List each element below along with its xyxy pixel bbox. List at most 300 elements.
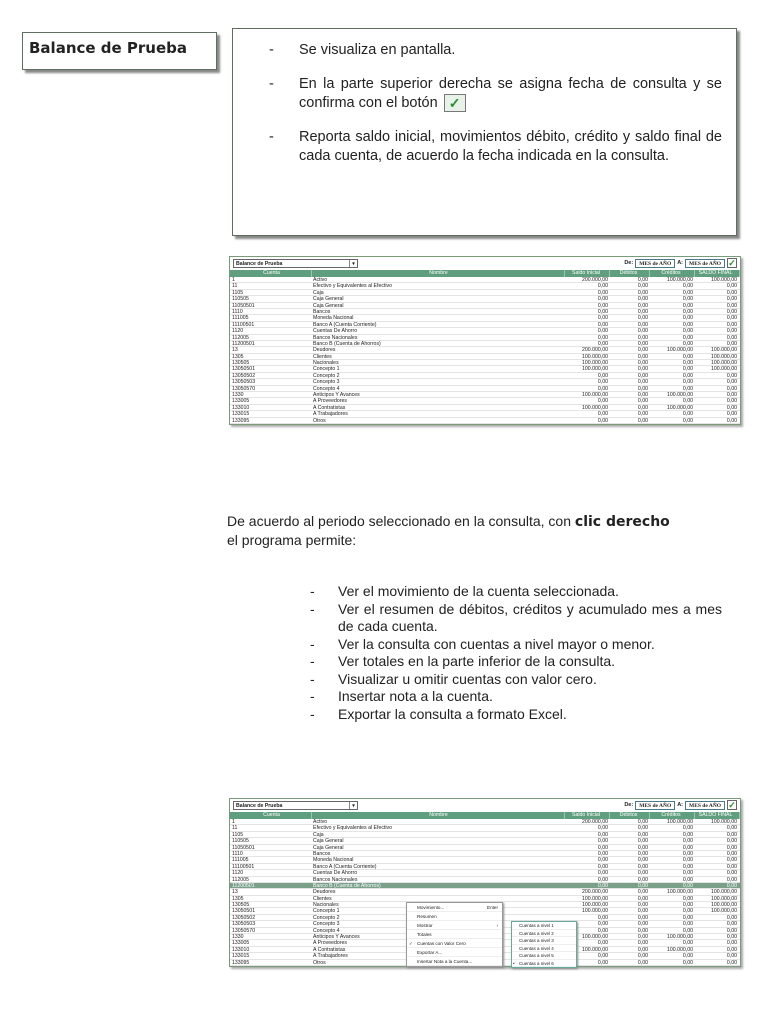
table-cell: 0,00 xyxy=(637,946,648,953)
menu-item-label: Exportar A... xyxy=(417,950,443,955)
table-cell: 0,00 xyxy=(726,296,737,303)
table-cell: 110505 xyxy=(232,296,249,303)
table-cell: 0,00 xyxy=(637,385,648,392)
table-cell: 0,00 xyxy=(597,876,608,883)
table-header xyxy=(230,270,740,277)
table-cell: 0,00 xyxy=(637,347,648,354)
table-cell: Efectivo y Equivalentes al Efectivo xyxy=(313,825,393,832)
checkmark-icon: ✓ xyxy=(444,94,466,112)
confirm-checkmark-icon[interactable]: ✓ xyxy=(728,258,736,268)
table-cell: 130505 xyxy=(232,902,250,909)
table-cell: A Proveedores xyxy=(313,398,348,405)
table-cell: 100.000,00 xyxy=(711,889,737,896)
table-cell: 0,00 xyxy=(597,321,608,328)
table-cell: 0,00 xyxy=(726,940,737,947)
feature-item xyxy=(310,653,722,671)
table-cell: Banco B (Cuenta de Ahorros) xyxy=(313,340,381,347)
table-cell: Efectivo y Equivalentes al Efectivo xyxy=(313,283,393,290)
table-cell: 0,00 xyxy=(682,334,693,341)
table-cell: 0,00 xyxy=(682,927,693,934)
table-cell: 11050501 xyxy=(232,844,255,851)
table-cell: 0,00 xyxy=(682,857,693,864)
table-cell: 100.000,00 xyxy=(667,392,693,399)
table-cell: 0,00 xyxy=(682,379,693,386)
bullet-2: - En la parte superior derecha se asigna fecha de consulta y se confirma con el botón ✓ xyxy=(269,76,722,112)
table-cell: 11200501 xyxy=(232,882,255,889)
table-cell: 13050570 xyxy=(232,927,256,934)
table-cell: 1110 xyxy=(232,308,243,315)
table-cell: Moneda Nacional xyxy=(313,857,354,864)
column-header[interactable]: Cuenta xyxy=(230,270,312,277)
table-cell: 13 xyxy=(232,889,238,896)
table-cell: 0,00 xyxy=(726,340,737,347)
table-cell: 0,00 xyxy=(637,863,648,870)
from-date-field[interactable]: MES de AÑO xyxy=(635,801,675,810)
table-cell: 0,00 xyxy=(726,844,737,851)
table-cell: 0,00 xyxy=(726,328,737,335)
table-cell: 0,00 xyxy=(682,882,693,889)
table-row[interactable] xyxy=(230,418,740,424)
table-cell: 100.000,00 xyxy=(667,819,693,825)
table-cell: Caja General xyxy=(313,302,344,309)
table-cell: 100.000,00 xyxy=(711,908,737,915)
table-cell: 0,00 xyxy=(597,870,608,877)
context-menu-item[interactable] xyxy=(407,903,502,912)
table-cell: 0,00 xyxy=(682,372,693,379)
table-cell: 0,00 xyxy=(597,398,608,405)
to-date-field[interactable]: MES de AÑO xyxy=(685,259,725,268)
table-cell: 0,00 xyxy=(597,825,608,832)
table-cell: 0,00 xyxy=(726,404,737,411)
table-cell: 100.000,00 xyxy=(582,353,608,360)
column-header[interactable]: Nombre xyxy=(312,270,565,277)
column-header[interactable]: SALDO FINAL xyxy=(695,270,740,277)
table-cell: 1330 xyxy=(232,934,244,941)
feature-item xyxy=(310,583,722,601)
table-cell: 0,00 xyxy=(597,927,608,934)
menu-item-label: Totales xyxy=(417,932,432,937)
table-cell: 0,00 xyxy=(726,411,737,418)
table-cell: Clientes xyxy=(313,895,332,902)
context-menu xyxy=(406,902,503,967)
table-cell: 1305 xyxy=(232,353,244,360)
column-header[interactable]: Cuenta xyxy=(230,812,312,819)
to-label: A: xyxy=(677,260,683,266)
table-cell: 1120 xyxy=(232,328,244,335)
submenu-item-label: Cuentas a nivel 4 xyxy=(519,945,554,951)
table-cell: 0,00 xyxy=(637,302,648,309)
table-cell: 133010 xyxy=(232,404,250,411)
table-cell: 0,00 xyxy=(682,289,693,296)
table-cell: 0,00 xyxy=(597,315,608,322)
table-cell: 13050501 xyxy=(232,908,256,915)
table-cell: 100.000,00 xyxy=(667,946,693,953)
table-cell: 0,00 xyxy=(637,959,648,966)
table-cell: 0,00 xyxy=(637,289,648,296)
table-cell: 0,00 xyxy=(682,850,693,857)
table-cell: 0,00 xyxy=(726,921,737,928)
table-cell: 0,00 xyxy=(597,296,608,303)
table-cell: 0,00 xyxy=(726,283,737,290)
section-title: Balance de Prueba xyxy=(22,32,217,70)
column-header[interactable]: Saldo Inicial xyxy=(565,812,610,819)
table-cell: Nacionales xyxy=(313,902,339,909)
table-cell: 111005 xyxy=(232,315,249,322)
table-cell: 100.000,00 xyxy=(711,353,737,360)
table-cell: 0,00 xyxy=(682,870,693,877)
balance-screenshot-1 xyxy=(229,256,741,425)
table-cell: 0,00 xyxy=(682,411,693,418)
table-cell: 133010 xyxy=(232,946,250,953)
table-cell: 0,00 xyxy=(726,934,737,941)
table-cell: 100.000,00 xyxy=(711,819,737,825)
table-cell: 100.000,00 xyxy=(582,404,608,411)
table-cell: 0,00 xyxy=(682,863,693,870)
confirm-checkmark-icon[interactable]: ✓ xyxy=(728,800,736,810)
context-menu-item[interactable] xyxy=(407,921,502,930)
table-cell: 112005 xyxy=(232,876,249,883)
table-cell: 0,00 xyxy=(637,876,648,883)
table-cell: 0,00 xyxy=(726,392,737,399)
table-cell: 0,00 xyxy=(726,927,737,934)
table-cell: 0,00 xyxy=(637,889,648,896)
menu-item-label: Movimiento... xyxy=(417,905,445,910)
feature-list xyxy=(310,583,722,723)
table-cell: 0,00 xyxy=(682,838,693,845)
table-cell: Clientes xyxy=(313,353,332,360)
intro-paragraph: De acuerdo al periodo seleccionado en la consulta, con clic derecho el programa permite: xyxy=(227,513,670,548)
feature-item xyxy=(310,688,722,706)
table-cell: Caja General xyxy=(313,838,344,845)
table-cell: 133005 xyxy=(232,940,250,947)
table-cell: 0,00 xyxy=(637,360,648,367)
submenu-item[interactable] xyxy=(512,960,576,968)
table-cell: 0,00 xyxy=(597,334,608,341)
table-cell: 0,00 xyxy=(726,379,737,386)
date-range xyxy=(624,800,737,810)
table-cell: 0,00 xyxy=(682,283,693,290)
table-cell: 0,00 xyxy=(726,914,737,921)
table-cell: Banco B (Cuenta de Ahorros) xyxy=(313,882,381,889)
from-label: De: xyxy=(624,802,634,808)
table-cell: 0,00 xyxy=(637,927,648,934)
table-cell: 0,00 xyxy=(726,825,737,832)
feature-text: Ver el resumen de débitos, créditos y acumulado mes a mes de cada cuenta. xyxy=(338,600,722,634)
table-cell: 0,00 xyxy=(597,372,608,379)
to-date-field[interactable]: MES de AÑO xyxy=(685,801,725,810)
table-cell: Bancos xyxy=(313,850,331,857)
date-range xyxy=(624,258,737,268)
table-cell: Caja General xyxy=(313,296,344,303)
submenu-item-label: Cuentas a nivel 2 xyxy=(519,930,554,936)
screen-toolbar xyxy=(230,799,740,812)
table-cell: 0,00 xyxy=(682,876,693,883)
table-cell: 0,00 xyxy=(682,831,693,838)
table-cell: 11100501 xyxy=(232,321,255,328)
table-cell: 0,00 xyxy=(637,353,648,360)
table-cell: 0,00 xyxy=(597,340,608,347)
table-cell: 100.000,00 xyxy=(582,902,608,909)
table-cell: Caja xyxy=(313,831,324,838)
table-cell: 0,00 xyxy=(726,959,737,966)
table-cell: 0,00 xyxy=(637,857,648,864)
table-cell: 0,00 xyxy=(597,850,608,857)
table-cell: Nacionales xyxy=(313,360,339,367)
table-cell: Concepto 3 xyxy=(313,921,340,928)
dash: - xyxy=(310,705,315,722)
menu-item-shortcut: Enter xyxy=(487,905,498,910)
table-cell: 0,00 xyxy=(597,289,608,296)
table-cell: 0,00 xyxy=(637,392,648,399)
menu-item-shortcut: › xyxy=(496,923,498,928)
table-cell: 0,00 xyxy=(637,366,648,373)
table-cell: Concepto 1 xyxy=(313,366,340,373)
table-cell: 112005 xyxy=(232,334,249,341)
table-cell: 0,00 xyxy=(682,940,693,947)
table-cell: Concepto 1 xyxy=(313,908,340,915)
table-cell: 200.000,00 xyxy=(582,889,608,896)
menu-item-label: Insertar Nota a la Cuenta... xyxy=(417,959,473,964)
table-cell: 133015 xyxy=(232,411,250,418)
context-menu-item[interactable] xyxy=(407,939,502,948)
feature-text: Visualizar u omitir cuentas con valor cero. xyxy=(338,670,597,687)
table-cell: 0,00 xyxy=(637,953,648,960)
feature-text: Ver totales en la parte inferior de la consulta. xyxy=(338,653,616,669)
table-cell: 100.000,00 xyxy=(711,347,737,354)
table-cell: 0,00 xyxy=(597,959,608,966)
column-header[interactable]: Nombre xyxy=(312,812,565,819)
table-cell: 100.000,00 xyxy=(582,392,608,399)
table-cell: 0,00 xyxy=(682,328,693,335)
table-cell: 200.000,00 xyxy=(582,819,608,825)
dash: - xyxy=(310,653,315,669)
submenu-item-label: Cuentas a nivel 3 xyxy=(519,938,554,943)
table-cell: 0,00 xyxy=(682,417,693,424)
submenu-item[interactable] xyxy=(512,930,576,938)
table-header xyxy=(230,812,740,819)
context-menu-item[interactable] xyxy=(407,912,502,921)
table-cell: 0,00 xyxy=(637,328,648,335)
dropdown-arrow-icon[interactable]: ▾ xyxy=(349,260,357,267)
table-cell: 0,00 xyxy=(726,385,737,392)
table-cell: 100.000,00 xyxy=(711,366,737,373)
table-cell: 0,00 xyxy=(597,844,608,851)
table-cell: 0,00 xyxy=(597,411,608,418)
table-cell: 0,00 xyxy=(637,914,648,921)
table-cell: Concepto 3 xyxy=(313,379,340,386)
to-label: A: xyxy=(677,802,683,808)
table-cell: 100.000,00 xyxy=(582,946,608,953)
table-cell: 0,00 xyxy=(597,857,608,864)
table-cell: 111005 xyxy=(232,857,249,864)
table-cell: 0,00 xyxy=(726,321,737,328)
table-cell: 11 xyxy=(232,825,238,832)
bullet-3: - Reporta saldo inicial, movimientos débito, crédito y saldo final de cada cuenta, de acuerdo la fecha indicada en la consulta. xyxy=(269,129,722,164)
column-header[interactable]: Débitos xyxy=(610,812,650,819)
accounts-table xyxy=(230,270,740,424)
table-cell: 0,00 xyxy=(597,379,608,386)
table-cell: Bancos xyxy=(313,308,331,315)
report-select[interactable] xyxy=(233,801,358,810)
feature-item xyxy=(310,601,722,636)
table-cell: Otros xyxy=(313,959,326,966)
menu-item-label: Resumen xyxy=(417,914,437,919)
submenu-check-icon: • xyxy=(513,960,515,966)
description-box xyxy=(232,28,737,236)
table-cell: 11 xyxy=(232,283,238,290)
table-cell: 200.000,00 xyxy=(582,347,608,354)
table-cell: 13050502 xyxy=(232,914,256,921)
table-cell: 0,00 xyxy=(726,850,737,857)
menu-check-icon: ✓ xyxy=(409,941,413,946)
table-cell: 0,00 xyxy=(682,902,693,909)
submenu-item-label: Cuentas a nivel 5 xyxy=(519,953,554,958)
table-cell: 0,00 xyxy=(726,863,737,870)
table-cell: 0,00 xyxy=(637,379,648,386)
table-cell: Bancos Nacionales xyxy=(313,334,358,341)
table-cell: Cuentas De Ahorro xyxy=(313,870,358,877)
table-cell: 0,00 xyxy=(682,825,693,832)
table-cell: Concepto 4 xyxy=(313,927,340,934)
table-cell: 1305 xyxy=(232,895,244,902)
table-cell: 0,00 xyxy=(637,315,648,322)
balance-screenshot-2 xyxy=(229,798,741,967)
table-cell: 100.000,00 xyxy=(582,360,608,367)
table-cell: 0,00 xyxy=(637,902,648,909)
from-date-field[interactable]: MES de AÑO xyxy=(635,259,675,268)
feature-text: Insertar nota a la cuenta. xyxy=(338,688,493,704)
report-select[interactable] xyxy=(233,259,358,268)
table-cell: Anticipos Y Avances xyxy=(313,934,360,941)
table-cell: 0,00 xyxy=(682,914,693,921)
table-cell: 130505 xyxy=(232,360,250,367)
feature-item xyxy=(310,706,722,724)
context-menu-item[interactable] xyxy=(407,930,502,939)
table-cell: 0,00 xyxy=(726,946,737,953)
context-submenu xyxy=(511,921,577,968)
table-cell: 0,00 xyxy=(637,398,648,405)
table-cell: A Proveedores xyxy=(313,940,348,947)
table-cell: 1105 xyxy=(232,831,244,838)
table-cell: 110505 xyxy=(232,838,249,845)
menu-item-label: Cuentas con Valor Cero xyxy=(417,941,466,946)
table-cell: 0,00 xyxy=(682,353,693,360)
table-cell: 0,00 xyxy=(597,328,608,335)
table-cell: 0,00 xyxy=(682,385,693,392)
table-cell: 0,00 xyxy=(726,953,737,960)
table-cell: Moneda Nacional xyxy=(313,315,354,322)
submenu-item[interactable] xyxy=(512,937,576,945)
feature-item xyxy=(310,636,722,654)
table-cell: 0,00 xyxy=(637,844,648,851)
table-cell: 0,00 xyxy=(726,334,737,341)
report-select-value: Balance de Prueba xyxy=(236,803,283,809)
feature-text: Ver la consulta con cuentas a nivel mayor o menor. xyxy=(338,635,655,652)
table-cell: A Trabajadores xyxy=(313,411,348,418)
column-header[interactable]: Créditos xyxy=(650,812,695,819)
table-cell: 0,00 xyxy=(637,940,648,947)
table-cell: 100.000,00 xyxy=(711,895,737,902)
table-cell: 0,00 xyxy=(682,315,693,322)
table-cell: 0,00 xyxy=(682,895,693,902)
table-cell: 11200501 xyxy=(232,340,255,347)
table-cell: 0,00 xyxy=(726,857,737,864)
table-cell: Bancos Nacionales xyxy=(313,876,358,883)
table-cell: 133005 xyxy=(232,398,250,405)
table-cell: 13050502 xyxy=(232,372,256,379)
feature-text: Exportar la consulta a formato Excel. xyxy=(338,705,567,722)
table-cell: 0,00 xyxy=(726,417,737,424)
table-cell: 0,00 xyxy=(682,959,693,966)
context-menu-item[interactable] xyxy=(407,957,502,966)
report-select-value: Balance de Prueba xyxy=(236,261,283,267)
screen-toolbar xyxy=(230,257,740,270)
submenu-item-label: Cuentas a nivel 1 xyxy=(519,923,554,928)
table-cell: 100.000,00 xyxy=(711,360,737,367)
table-cell: 100.000,00 xyxy=(582,895,608,902)
table-cell: 0,00 xyxy=(637,417,648,424)
table-cell: 133015 xyxy=(232,953,250,960)
table-cell: 133095 xyxy=(232,959,250,966)
table-cell: 1105 xyxy=(232,289,244,296)
dropdown-arrow-icon[interactable]: ▾ xyxy=(349,802,357,809)
table-cell: 0,00 xyxy=(597,863,608,870)
table-cell: 0,00 xyxy=(597,417,608,424)
table-cell: 1330 xyxy=(232,392,244,399)
submenu-item[interactable] xyxy=(512,952,576,960)
table-cell: 0,00 xyxy=(726,308,737,315)
table-cell: 100.000,00 xyxy=(582,934,608,941)
table-cell: 0,00 xyxy=(637,934,648,941)
table-cell: 0,00 xyxy=(597,308,608,315)
table-cell: 0,00 xyxy=(682,296,693,303)
submenu-item[interactable] xyxy=(512,922,576,930)
column-header[interactable]: Créditos xyxy=(650,270,695,277)
table-cell: 100.000,00 xyxy=(667,347,693,354)
table-cell: 0,00 xyxy=(726,831,737,838)
table-cell: Activo xyxy=(313,277,328,283)
table-cell: 0,00 xyxy=(637,334,648,341)
table-cell: Caja General xyxy=(313,844,344,851)
table-cell: 0,00 xyxy=(726,882,737,889)
table-cell: 0,00 xyxy=(597,838,608,845)
table-cell: 100.000,00 xyxy=(667,277,693,283)
column-header[interactable]: Saldo Inicial xyxy=(565,270,610,277)
submenu-item[interactable] xyxy=(512,945,576,953)
table-cell: 0,00 xyxy=(682,844,693,851)
table-cell: 200.000,00 xyxy=(582,277,608,283)
from-label: De: xyxy=(624,260,634,266)
table-cell: 0,00 xyxy=(682,340,693,347)
table-cell: 0,00 xyxy=(637,850,648,857)
table-cell: 0,00 xyxy=(637,283,648,290)
table-cell: 0,00 xyxy=(637,895,648,902)
table-cell: 0,00 xyxy=(637,819,648,825)
table-cell: 100.000,00 xyxy=(582,366,608,373)
table-cell: 0,00 xyxy=(726,372,737,379)
column-header[interactable]: Débitos xyxy=(610,270,650,277)
table-cell: 0,00 xyxy=(637,321,648,328)
column-header[interactable]: SALDO FINAL xyxy=(695,812,740,819)
table-cell: 0,00 xyxy=(637,411,648,418)
dash: - xyxy=(310,600,315,617)
table-cell: 13050503 xyxy=(232,379,256,386)
table-cell: 100.000,00 xyxy=(582,908,608,915)
table-cell: 100.000,00 xyxy=(667,404,693,411)
table-cell: Banco A (Cuenta Corriente) xyxy=(313,863,377,870)
context-menu-item[interactable] xyxy=(407,948,502,957)
menu-item-label: Mostrar xyxy=(417,923,433,928)
